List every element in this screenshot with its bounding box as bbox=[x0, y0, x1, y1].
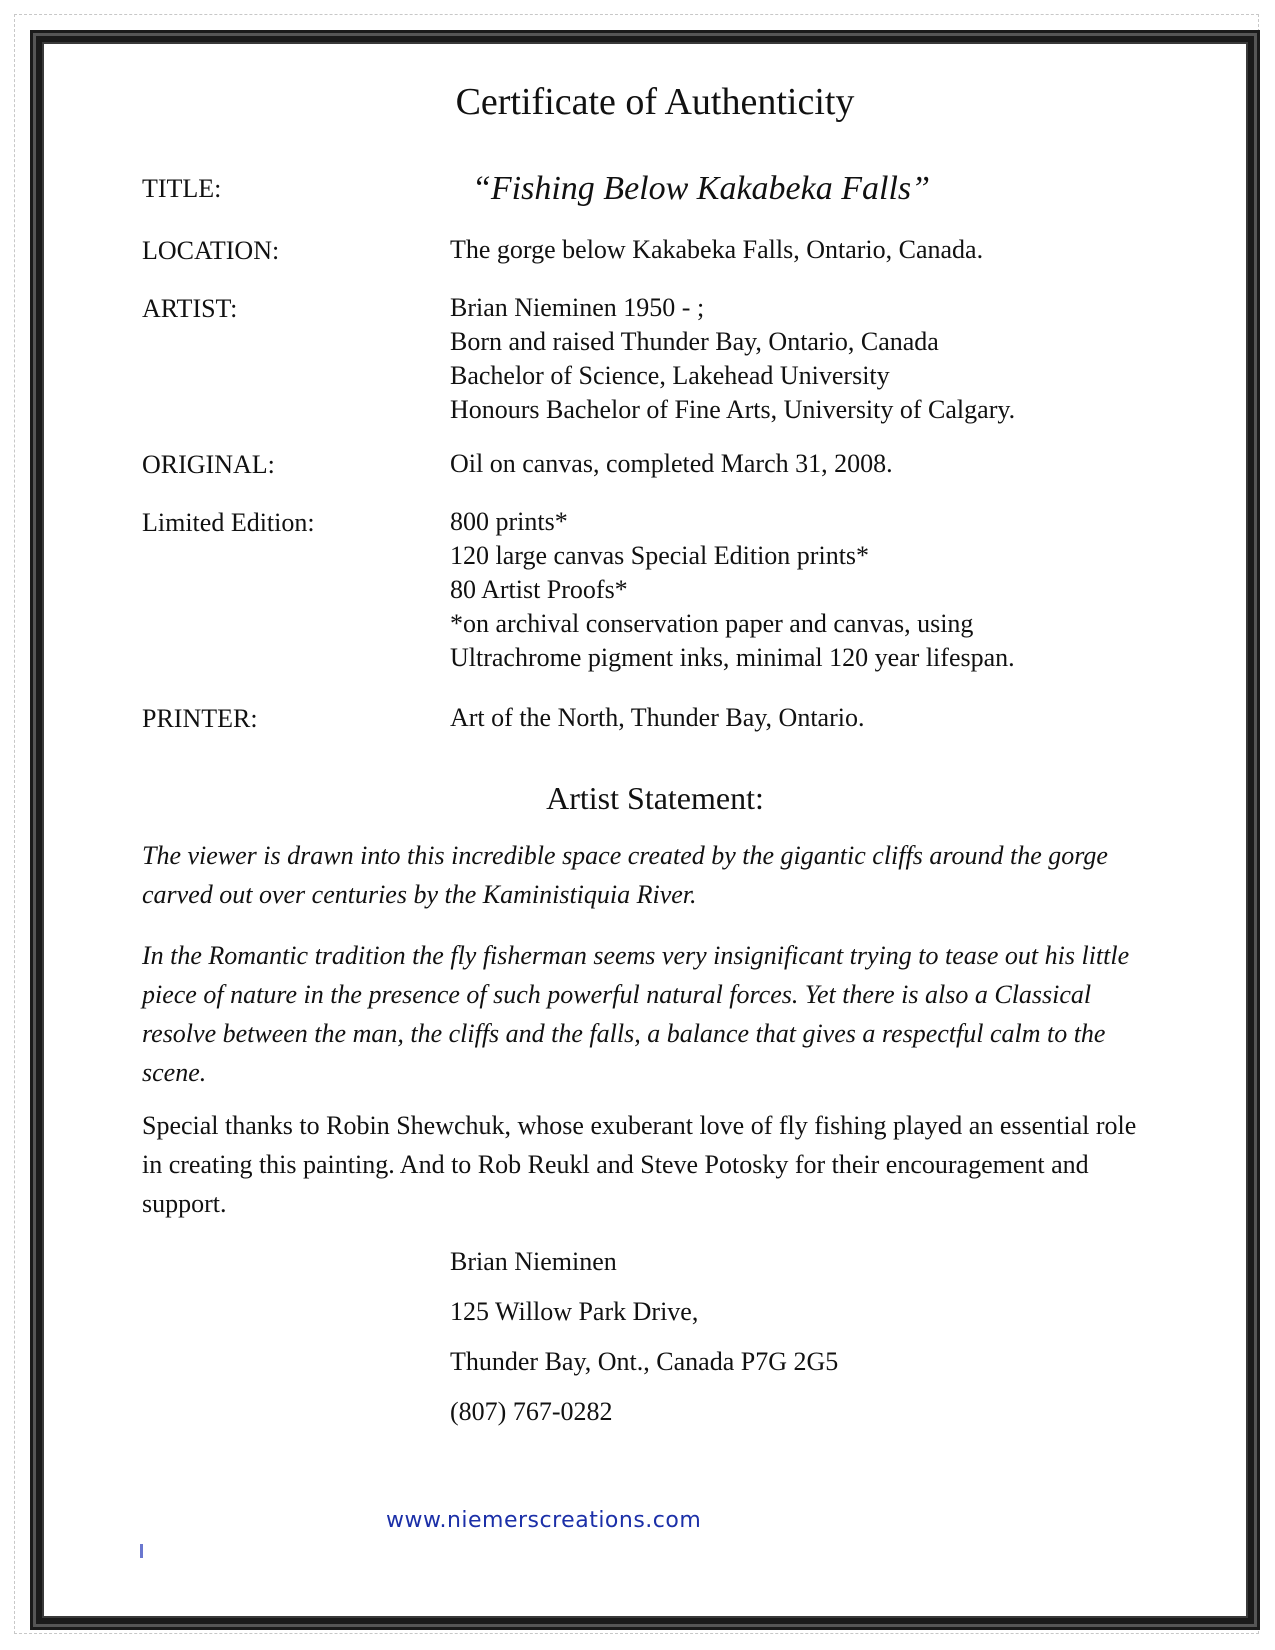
artist-line: Bachelor of Science, Lakehead University bbox=[450, 361, 890, 390]
original-label: ORIGINAL: bbox=[142, 450, 275, 479]
statement-paragraph: The viewer is drawn into this incredible space created by the gigantic cliffs around the gorge carved out over centuries by the Kaministiquia River. bbox=[142, 841, 1108, 909]
website-link[interactable]: www.niemerscreations.com bbox=[386, 1508, 702, 1533]
edition-label: Limited Edition: bbox=[142, 508, 315, 537]
artist-line: Born and raised Thunder Bay, Ontario, Canada bbox=[450, 327, 939, 356]
location-value: The gorge below Kakabeka Falls, Ontario, Canada. bbox=[450, 235, 984, 264]
original-value: Oil on canvas, completed March 31, 2008. bbox=[450, 449, 893, 478]
certificate-border bbox=[30, 30, 1260, 1630]
artist-line: Honours Bachelor of Fine Arts, University of Calgary. bbox=[450, 395, 1016, 424]
edition-line: 800 prints* bbox=[450, 507, 568, 536]
artist-details bbox=[450, 291, 1015, 427]
edition-line: 120 large canvas Special Edition prints* bbox=[450, 541, 870, 570]
statement-paragraph: In the Romantic tradition the fly fisherman seems very insignificant trying to tease out his little piece of nature in the presence of such powerful natural forces. Yet there is also a Classical resolve between the man, the cliffs and the falls, a balance that gives a respectful calm to the scene. bbox=[142, 941, 1130, 1087]
printer-value: Art of the North, Thunder Bay, Ontario. bbox=[450, 703, 865, 732]
edition-line: Ultrachrome pigment inks, minimal 120 year lifespan. bbox=[450, 643, 1015, 672]
location-label: LOCATION: bbox=[142, 236, 280, 265]
artist-line: Brian Nieminen 1950 - ; bbox=[450, 293, 705, 322]
contact-city: Thunder Bay, Ont., Canada P7G 2G5 bbox=[450, 1347, 839, 1376]
stray-mark bbox=[140, 1544, 143, 1558]
edition-details bbox=[450, 505, 1015, 675]
contact-phone: (807) 767-0282 bbox=[450, 1397, 613, 1426]
acknowledgements-paragraph: Special thanks to Robin Shewchuk, whose exuberant love of fly fishing played an essential role in creating this painting. And to Rob Reukl and Steve Potosky for their encouragement and support. bbox=[142, 1111, 1137, 1218]
title-label: TITLE: bbox=[142, 174, 222, 203]
contact-street: 125 Willow Park Drive, bbox=[450, 1297, 699, 1326]
edition-line: *on archival conservation paper and canvas, using bbox=[450, 609, 974, 638]
printer-label: PRINTER: bbox=[142, 704, 258, 733]
artwork-title: “Fishing Below Kakabeka Falls” bbox=[472, 170, 931, 207]
edition-line: 80 Artist Proofs* bbox=[450, 575, 628, 604]
certificate-title: Certificate of Authenticity bbox=[455, 81, 855, 123]
contact-name: Brian Nieminen bbox=[450, 1247, 617, 1276]
artist-label: ARTIST: bbox=[142, 294, 238, 323]
artist-statement-heading: Artist Statement: bbox=[546, 780, 764, 816]
